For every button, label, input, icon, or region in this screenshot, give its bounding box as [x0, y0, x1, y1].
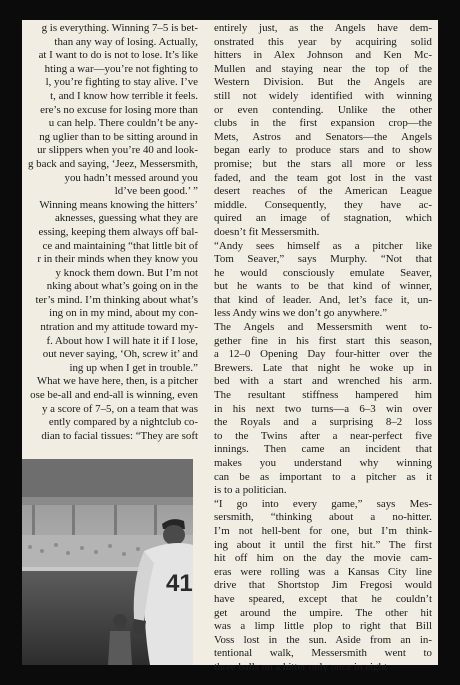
right_column-line: hit off him on the day the movie cam-	[214, 552, 432, 565]
left_column-line: y knock them down. But I’m not	[55, 266, 198, 279]
right_column-line: middle. Consequently, they have ac-	[214, 198, 432, 211]
right_column-line: innings. Then came an incident that	[214, 443, 432, 456]
right_column-line: get around the umpire. The other hit	[214, 606, 432, 619]
right_column-line: a 12–0 Opening Day four-hitter over the	[214, 348, 432, 361]
left_column-line: ently compared by a nightclub co-	[48, 416, 198, 429]
left-text-column	[22, 22, 198, 443]
right_column-line: that kind of leader. And, let’s face it, un-	[214, 293, 432, 306]
right_column-line: “I go into every game,” says Mes-	[214, 497, 432, 510]
right_column-line: ing about it until the first hit.” The first	[214, 538, 432, 551]
left_column-line: f. About how I will hate it if I lose,	[46, 334, 198, 347]
left_column-line: ing on in my mind, about my con-	[49, 307, 198, 320]
right_column-line: three balls on a hitter only once in eight	[214, 660, 387, 673]
right_column-line: Western Division. But the Angels are	[214, 76, 432, 89]
right_column-line: less Andy wins we don’t go anywhere.”	[214, 307, 388, 320]
baseball-photo-graphic	[22, 459, 193, 665]
left_column-line: out never saying, ‘Oh, screw it’ and	[42, 348, 198, 361]
left_column-line: ing up when I get in trouble.”	[69, 361, 198, 374]
right_column-line: tentional walk, Messersmith went to	[214, 647, 432, 660]
left_column-line: l, you’re fighting to stay alive. I’ve	[45, 76, 198, 89]
right_column-line: began early to produce stars and to show	[214, 144, 432, 157]
left_column-line: What we have here, then, is a pitcher	[36, 375, 198, 388]
right_column-line: doesn’t fit Messersmith.	[214, 225, 320, 238]
right_column-line: to the Twins after a near-perfect five	[214, 429, 432, 442]
right_column-line: I’m not hell-bent for one, but I’m think-	[214, 524, 432, 537]
left_column-line: ntration and my attitude toward my-	[40, 321, 198, 334]
magazine-page	[22, 20, 438, 673]
left_column-line: hting a war—you’re not fighting to	[44, 62, 198, 75]
right_column-line: is to a politician.	[214, 484, 287, 497]
right_column-line: Tom Seaver,” says Murphy. “Not that	[214, 253, 432, 266]
right_column-line: have speared, except that he couldn’t	[214, 592, 432, 605]
left_column-line: at I want to do is not to lose. It’s like	[38, 49, 198, 62]
right_column-line: “Andy sees himself as a pitcher like	[214, 239, 432, 252]
left_column-line: you hadn’t messed around you	[64, 171, 198, 184]
right_column-line: but he wants to be that kind of winner,	[214, 280, 432, 293]
right_column-line: The Angels and Messersmith went to-	[214, 321, 432, 334]
right_column-line: drive that Shortstop Jim Fregosi would	[214, 579, 432, 592]
baseball-photo	[22, 459, 193, 665]
right_column-line: The resultant stiffness hampered him	[214, 389, 432, 402]
right_column-line: Mullen and staying near the top of the	[214, 62, 432, 75]
right_column-line: clubs in the first expansion crop—the	[214, 117, 432, 130]
right_column-line: in his next two turns—a 6–3 win over	[214, 402, 432, 415]
right_column-line: Voss lost in the sun. Aside from an in-	[214, 633, 432, 646]
right_column-line: onstrated this year by acquiring solid	[214, 35, 432, 48]
right_column-line: gether fine in his first start this season,	[214, 334, 432, 347]
right_column-line: was a limp little plop to right that Bill	[214, 620, 432, 633]
left_column-line: ere’s no excuse for losing more than	[40, 103, 198, 116]
right_column-line: Brewers. Late that night he woke up in	[214, 361, 432, 374]
right_column-line: faded, and the team got lost in the vast	[214, 171, 432, 184]
right_column-line: bed with a start and wrenched his arm.	[214, 375, 432, 388]
left_column-line: essing, keeping them always off bal-	[38, 225, 198, 238]
right_column-line: the Royals and a surprising 8–2 loss	[214, 416, 432, 429]
left_column-line: ur slippers when you’re 40 and look-	[37, 144, 198, 157]
right_column-line: still not widely identified with winning	[214, 89, 432, 102]
right-text-column	[214, 22, 432, 675]
left_column-line: r in their minds when they know you	[37, 253, 198, 266]
right_column-line: eras were rolling was a Kansas City line	[214, 565, 432, 578]
left_column-line: than any way of losing. Actually,	[54, 35, 198, 48]
right_column-line: makes you understand why winning	[214, 457, 432, 469]
right_column-line: he would consciously emulate Seaver,	[214, 266, 432, 279]
left_column-line: g is everything. Winning 7–5 is bet-	[41, 22, 198, 34]
left_column-line: Winning means knowing the hitters’	[39, 198, 198, 211]
left_column-line: ng uglier than to be sitting around in	[39, 130, 198, 143]
right_column-line: promise; but the stars all more or less	[214, 157, 432, 170]
right_column-line: hitters in Alex Johnson and Ken Mc-	[214, 49, 432, 62]
left_column-line: aknesses, guessing what they are	[54, 212, 198, 225]
left_column-line: u can help. There couldn’t be any-	[48, 117, 198, 130]
right_column-line: or even contending. Unlike the other	[214, 103, 432, 116]
left_column-line: ce and maintaining “that little bit of	[42, 239, 198, 252]
right_column-line: can be as important to a pitcher as it	[214, 470, 432, 483]
jersey-number: 41	[166, 570, 193, 597]
right_column-line: entirely just, as the Angels have dem-	[214, 22, 432, 34]
right_column-line: quired an image of stagnation, which	[214, 212, 432, 225]
left_column-line: y a score of 7–5, on a team that was	[41, 402, 198, 415]
left_column-line: nking about what’s going on in the	[46, 280, 198, 293]
right_column-line: desert reaches of the American League	[214, 185, 432, 198]
left_column-line: ose be-all and end-all is winning, even	[30, 389, 198, 402]
left_column-line: g back and saying, ‘Jeez, Messersmith,	[28, 157, 198, 170]
left_column-line: t, and I know how terrible it feels.	[50, 89, 198, 102]
left_column-line: dian to facial tissues: “They are soft	[41, 429, 198, 442]
right_column-line: Mets, Astros and Senators—the Angels	[214, 130, 432, 143]
left_column-line: ter’s mind. I’m thinking about what’s	[35, 293, 198, 306]
left_column-line: ld’ve been good.’ ”	[114, 185, 198, 198]
right_column-line: sersmith, “thinking about a no-hitter.	[214, 511, 432, 524]
